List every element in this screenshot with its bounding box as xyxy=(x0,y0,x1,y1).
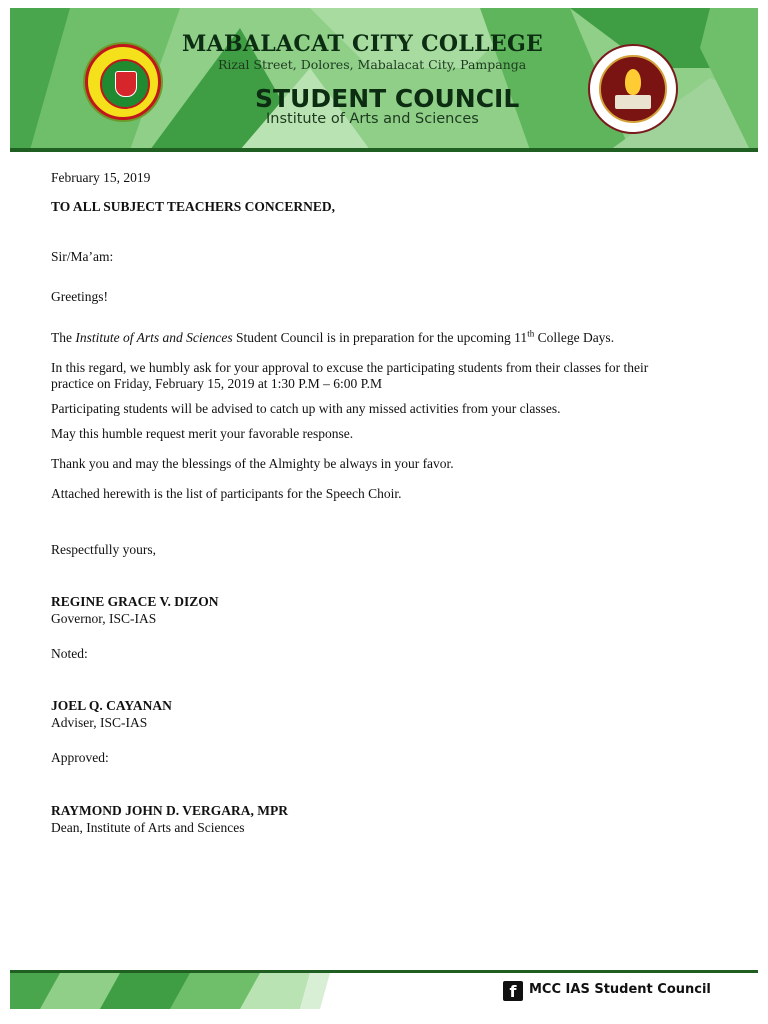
signatory-adviser-name: JOEL Q. CAYANAN xyxy=(51,698,172,713)
paragraph-thanks: Thank you and may the blessings of the Almighty be always in your favor. xyxy=(51,456,454,471)
letter-addressee: TO ALL SUBJECT TEACHERS CONCERNED, xyxy=(51,199,335,214)
paragraph-request-line1: In this regard, we humbly ask for your approval to excuse the participating students from their classes for their xyxy=(51,360,649,375)
college-address: Rizal Street, Dolores, Mabalacat City, Pampanga xyxy=(218,57,527,72)
signatory-governor-title: Governor, ISC-IAS xyxy=(51,611,157,626)
letter-closing: Respectfully yours, xyxy=(51,542,156,557)
approved-label: Approved: xyxy=(51,750,109,765)
college-name: MABALACAT CITY COLLEGE xyxy=(182,31,544,57)
signatory-dean-name: RAYMOND JOHN D. VERGARA, MPR xyxy=(51,803,288,818)
ordinal-suffix: th xyxy=(527,328,535,339)
letter-greeting: Greetings! xyxy=(51,289,108,304)
paragraph-request-merit: May this humble request merit your favorable response. xyxy=(51,426,354,441)
institute-seal-logo xyxy=(588,44,678,134)
seal-ring xyxy=(599,55,667,123)
intro-text-end: College Days. xyxy=(534,330,615,345)
institute-name-italic: Institute of Arts and Sciences xyxy=(75,330,233,345)
facebook-icon: f xyxy=(503,981,523,1001)
letter-date: February 15, 2019 xyxy=(51,170,151,185)
intro-text-start: The xyxy=(51,330,76,345)
seal-center xyxy=(100,59,150,109)
paragraph-request-line2: practice on Friday, February 15, 2019 at 1:30 P.M – 6:00 P.M xyxy=(51,376,382,391)
header-divider xyxy=(10,148,758,152)
seal-shield xyxy=(115,71,137,97)
letter-salutation: Sir/Ma’am: xyxy=(51,249,114,264)
signatory-dean-title: Dean, Institute of Arts and Sciences xyxy=(51,820,245,835)
seal-book xyxy=(615,95,651,109)
facebook-page-label: MCC IAS Student Council xyxy=(529,982,711,997)
torch-flame xyxy=(625,69,641,95)
signatory-adviser-title: Adviser, ISC-IAS xyxy=(51,715,148,730)
council-name: STUDENT COUNCIL xyxy=(255,84,520,113)
paragraph-intro xyxy=(51,330,614,346)
noted-label: Noted: xyxy=(51,646,88,661)
intro-text-middle: Student Council is in preparation for the upcoming 11 xyxy=(232,330,528,345)
council-subtitle: Institute of Arts and Sciences xyxy=(266,111,479,127)
college-seal-logo xyxy=(85,44,161,120)
signatory-governor-name: REGINE GRACE V. DIZON xyxy=(51,594,219,609)
paragraph-catch-up: Participating students will be advised to catch up with any missed activities from your classes. xyxy=(51,401,561,416)
paragraph-attachment: Attached herewith is the list of participants for the Speech Choir. xyxy=(51,486,402,501)
